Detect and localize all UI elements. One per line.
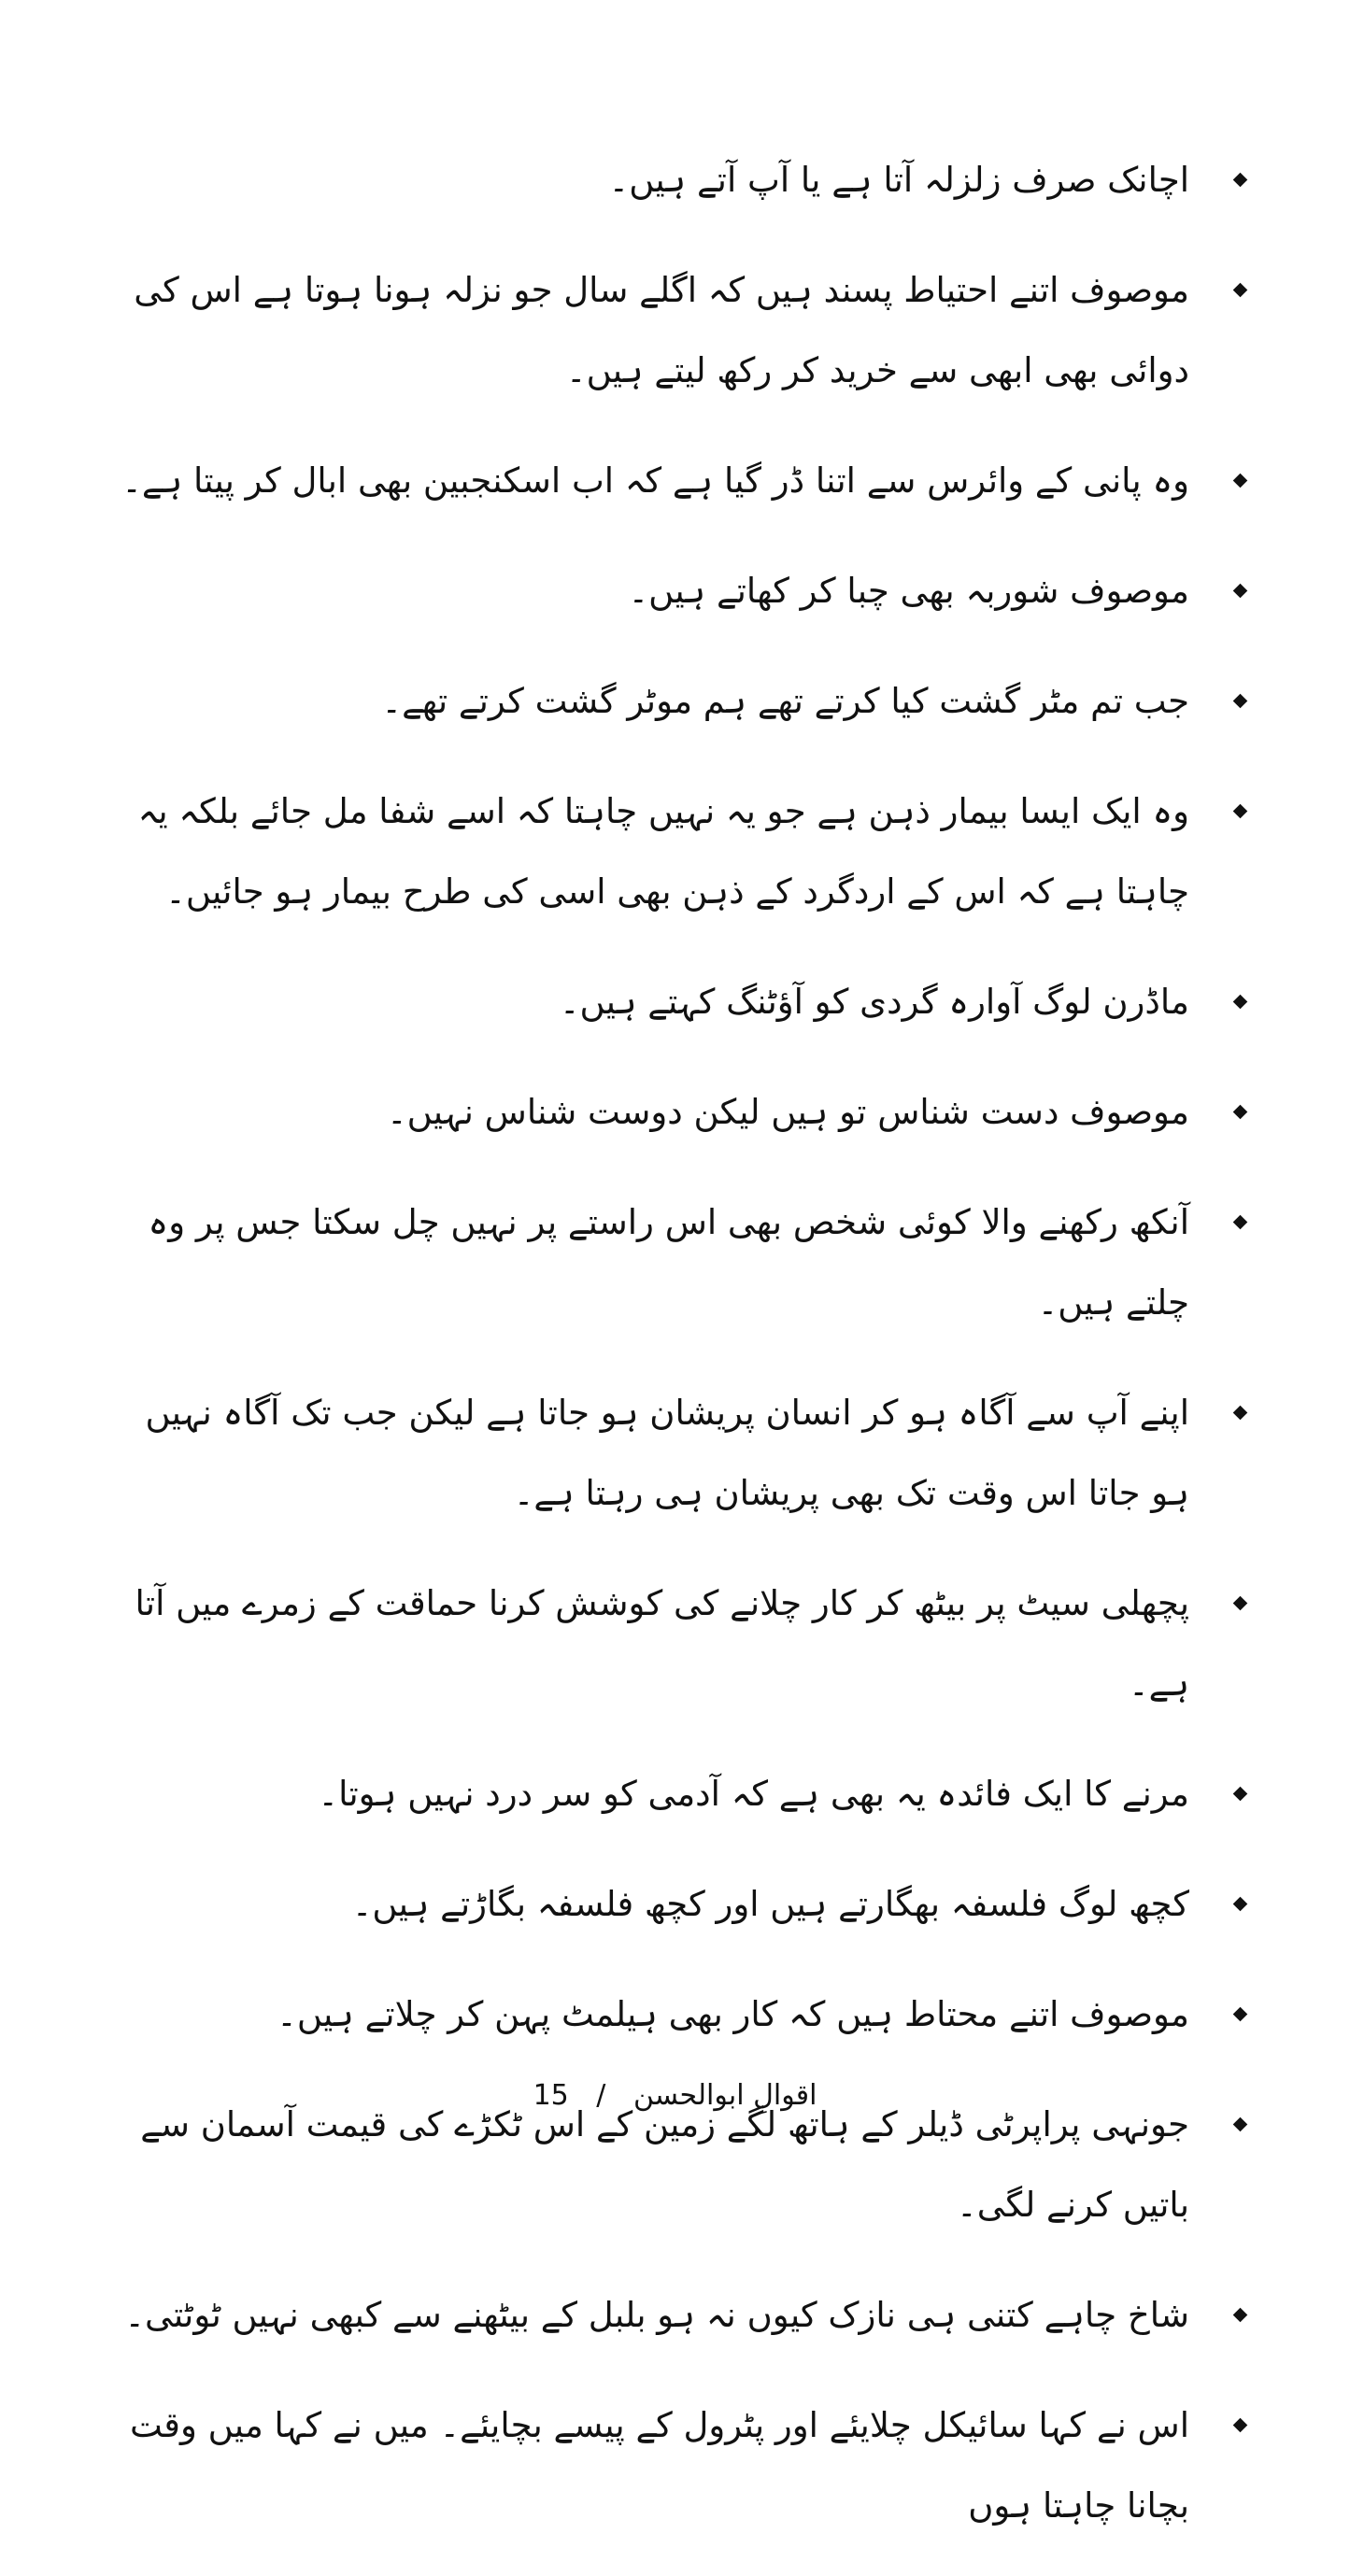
bullet-icon <box>1233 995 1248 1010</box>
item-text: موصوف اتنے احتیاط پسند ہیں کہ اگلے سال جو نزلہ ہونا ہوتا ہے اس کی دوائی بھی ابھی سے خرید کر رکھ لیتے ہیں۔ <box>134 270 1189 390</box>
list-item <box>110 1182 1245 1343</box>
list-item <box>110 1864 1245 1945</box>
footer-separator: / <box>596 2079 606 2112</box>
list-item <box>110 551 1245 631</box>
list-item <box>110 441 1245 521</box>
list-item <box>110 2385 1245 2546</box>
list-item <box>110 2275 1245 2356</box>
bullet-icon <box>1233 2117 1248 2132</box>
item-text: پچھلی سیٹ پر بیٹھ کر کار چلانے کی کوشش کرنا حماقت کے زمرے میں آتا ہے۔ <box>135 1583 1189 1704</box>
item-text: موصوف دست شناس تو ہیں لیکن دوست شناس نہیں۔ <box>386 1092 1189 1132</box>
item-text: آنکھ رکھنے والا کوئی شخص بھی اس راستے پر نہیں چل سکتا جس پر وہ چلتے ہیں۔ <box>148 1202 1189 1323</box>
list-item <box>110 1564 1245 1724</box>
item-text: جب تم مٹر گشت کیا کرتے تھے ہم موٹر گشت کرتے تھے۔ <box>381 681 1189 721</box>
bullet-icon <box>1233 804 1248 819</box>
bullet-icon <box>1233 1105 1248 1120</box>
item-text: کچھ لوگ فلسفہ بھگارتے ہیں اور کچھ فلسفہ بگاڑتے ہیں۔ <box>351 1884 1189 1924</box>
list-item <box>110 1072 1245 1153</box>
item-text: شاخ چاہے کتنی ہی نازک کیوں نہ ہو بلبل کے بیٹھنے سے کبھی نہیں ٹوٹتی۔ <box>124 2295 1189 2335</box>
bullet-icon <box>1233 694 1248 709</box>
item-text: مرنے کا ایک فائدہ یہ بھی ہے کہ آدمی کو سر درد نہیں ہوتا۔ <box>318 1774 1189 1814</box>
bullet-icon <box>1233 2418 1248 2433</box>
bullet-icon <box>1233 283 1248 298</box>
bullet-icon <box>1233 1787 1248 1802</box>
page-number: 15 <box>533 2079 569 2112</box>
item-text: اس نے کہا سائیکل چلایئے اور پٹرول کے پیسے بچایئے۔ میں نے کہا میں وقت بچانا چاہتا ہوں <box>129 2405 1189 2526</box>
bullet-icon <box>1233 1897 1248 1912</box>
list-item <box>110 1974 1245 2055</box>
bullet-icon <box>1233 474 1248 488</box>
list-item <box>110 771 1245 932</box>
page-footer <box>0 2077 1350 2115</box>
item-text: ماڈرن لوگ آوارہ گردی کو آؤٹنگ کہتے ہیں۔ <box>559 982 1189 1022</box>
bullet-icon <box>1233 2007 1248 2022</box>
bullet-icon <box>1233 1596 1248 1611</box>
bullet-icon <box>1233 1406 1248 1421</box>
list-item <box>110 661 1245 742</box>
bullet-icon <box>1233 173 1248 188</box>
aphorism-list <box>110 140 1245 2576</box>
item-text: موصوف اتنے محتاط ہیں کہ کار بھی ہیلمٹ پہن کر چلاتے ہیں۔ <box>277 1994 1189 2034</box>
list-item <box>110 250 1245 411</box>
bullet-icon <box>1233 584 1248 599</box>
list-item <box>110 1754 1245 1834</box>
item-text: جونہی پراپرٹی ڈیلر کے ہاتھ لگے زمین کے اس ٹکڑے کی قیمت آسمان سے باتیں کرنے لگی۔ <box>140 2104 1189 2225</box>
list-item <box>110 140 1245 220</box>
bullet-icon <box>1233 2308 1248 2323</box>
item-text: وہ پانی کے وائرس سے اتنا ڈر گیا ہے کہ اب اسکنجبین بھی ابال کر پیتا ہے۔ <box>121 460 1189 501</box>
list-item <box>110 962 1245 1042</box>
list-item <box>110 1373 1245 1534</box>
item-text: اپنے آپ سے آگاہ ہو کر انسان پریشان ہو جاتا ہے لیکن جب تک آگاہ نہیں ہو جاتا اس وقت تک بھی پریشان ہی رہتا ہے۔ <box>145 1393 1189 1513</box>
item-text: وہ ایک ایسا بیمار ذہن ہے جو یہ نہیں چاہتا کہ اسے شفا مل جائے بلکہ یہ چاہتا ہے کہ اس کے اردگرد کے ذہن بھی اسی کی طرح بیمار ہو جائیں۔ <box>137 791 1189 912</box>
item-text: اچانک صرف زلزلہ آتا ہے یا آپ آتے ہیں۔ <box>608 160 1189 200</box>
item-text: موصوف شوربہ بھی چبا کر کھاتے ہیں۔ <box>628 571 1189 611</box>
book-title: اقوالِ ابوالحسن <box>632 2079 817 2112</box>
bullet-icon <box>1233 1215 1248 1230</box>
